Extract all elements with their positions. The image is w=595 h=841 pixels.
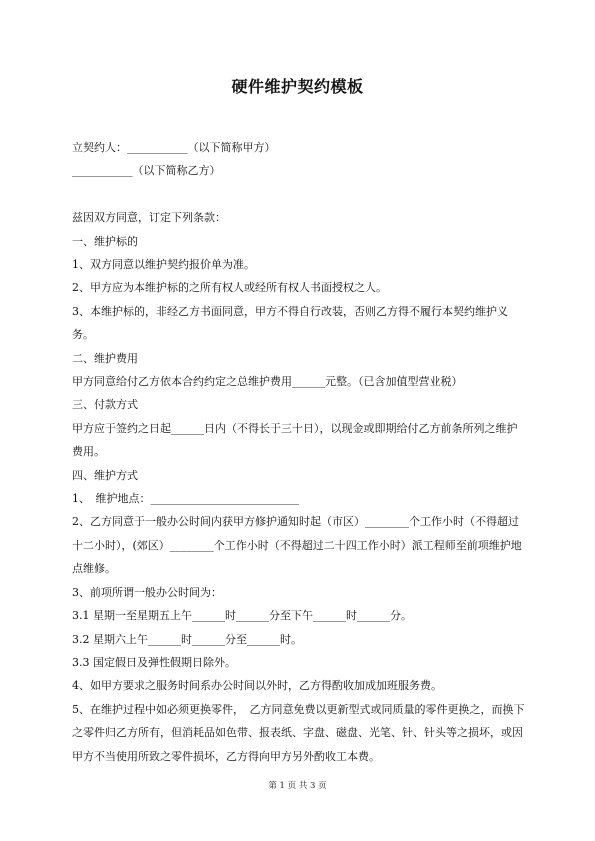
blank-line: [72, 183, 528, 206]
section-heading-fee: 二、维护费用: [72, 351, 138, 365]
section-heading-method: 四、维护方式: [72, 468, 138, 482]
party-a-line: 立契约人：___________（以下简称甲方）: [72, 141, 276, 154]
clause-4-2: 2、乙方同意于一般办公时间内获甲方修护通知时起（市区）________个工作小时（不得超过十二小时），(郊区）________个工作小时（不得超过二十四工作小时）派工程师至前项维护地点维修。: [72, 515, 522, 576]
clause-1-3: 3、本维护标的，非经乙方书面同意，甲方不得自行改装，否则乙方得不履行本契约维护义务。: [72, 304, 508, 342]
clause-payment: 甲方应于签约之日起______日内（不得长于三十日），以现金或即期给付乙方前条所列之维护费用。: [72, 421, 518, 459]
section-heading-payment: 三、付款方式: [72, 398, 138, 412]
clause-4-5: 5、在维护过程中如必须更换零件， 乙方同意免费以更新型式或同质量的零件更换之，而换下之零件归乙方所有，但消耗品如色带、报表纸、字盘、磁盘、光笔、针、针头等之损坏，或因甲方不当使用所致之零件损坏，乙方得向甲方另外酌收工本费。: [72, 702, 525, 763]
clause-4-4: 4、如甲方要求之服务时间系办公时间以外时，乙方得酌收加成加班服务费。: [72, 679, 442, 693]
clause-4-3-3: 3.3 国定假日及弹性假期日除外。: [72, 655, 236, 669]
document-title: 硬件维护契约模板: [231, 77, 364, 96]
clause-1-1: 1、双方同意以维护契约报价单为准。: [72, 258, 255, 272]
clause-4-1: 1、 维护地点：___________________________: [72, 492, 299, 506]
clause-1-2: 2、甲方应为本维护标的之所有权人或经所有权人书面授权之人。: [72, 281, 387, 295]
clause-4-3: 3、前项所谓一般办公时间为：: [72, 585, 222, 599]
clause-4-3-2: 3.2 星期六上午______时______分至______时。: [72, 632, 302, 646]
clause-fee: 甲方同意给付乙方依本合约约定之总维护费用______元整。（已含加值型营业税）: [72, 375, 463, 389]
document-body: [72, 136, 528, 768]
page-footer: 第 1 页 共 3 页: [268, 781, 327, 791]
preamble: 兹因双方同意，订定下列条款：: [72, 211, 226, 225]
section-heading-subject: 一、维护标的: [72, 234, 138, 248]
clause-4-3-1: 3.1 星期一至星期五上午______时______分至下午______时______分。: [72, 609, 412, 623]
party-b-line: ___________（以下简称乙方）: [72, 164, 221, 178]
